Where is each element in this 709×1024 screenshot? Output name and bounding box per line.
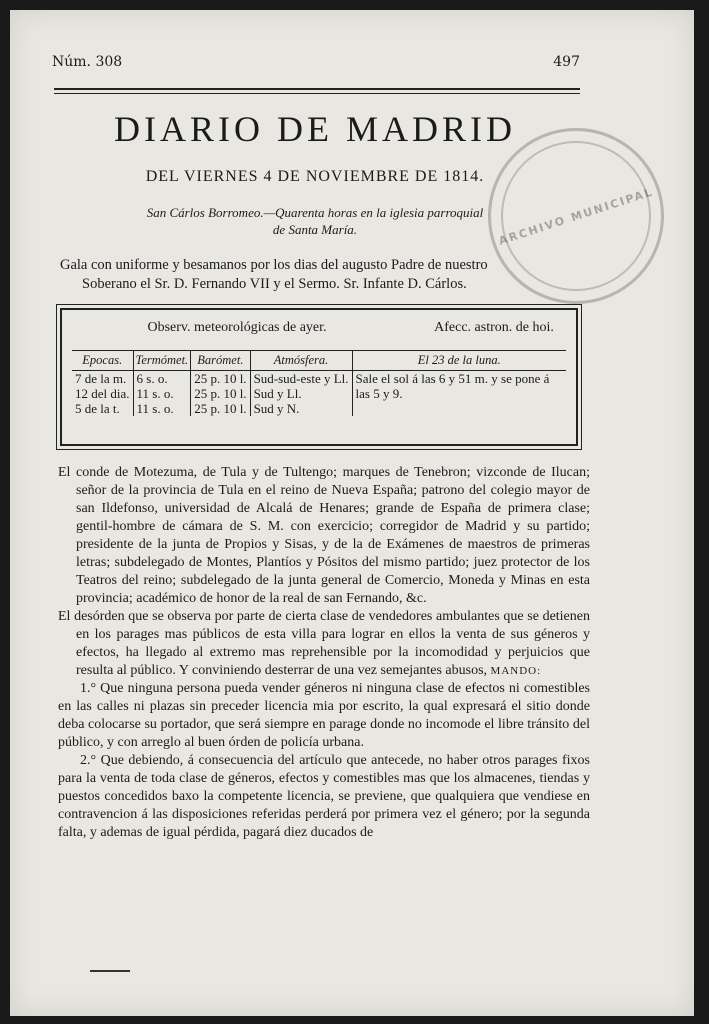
baro-cell: 25 p. 10 l.: [191, 386, 250, 401]
stamp-text: ARCHIVO MUNICIPAL: [497, 184, 655, 248]
atm-cell: Sud y N.: [250, 401, 352, 416]
baro-cell: 25 p. 10 l.: [191, 371, 250, 387]
decree-preamble: [58, 608, 590, 680]
saint-line-1: San Cárlos Borromeo.—Quarenta horas en la iglesia parroquial: [146, 205, 484, 220]
weather-box: [60, 308, 578, 446]
termo-cell: 11 s. o.: [133, 401, 191, 416]
luna-cell: Sale el sol á las 6 y 51 m. y se pone á las 5 y 9.: [352, 371, 566, 417]
weather-titles: [62, 320, 576, 336]
masthead-title: DIARIO DE MADRID: [114, 109, 516, 149]
decree-article-1: 1.° Que ninguna persona pueda vender géneros ni ninguna clase de efectos ni comestibles en las calles ni plazas sin preceder licencia mia por escrito, la qual expresará el sitio donde deba colocarse su portador, que será siempre en parage donde no incomode el libre tránsito del público, y con arreglo al buen órden de policía urbana.: [58, 681, 590, 750]
issue-date: DEL VIERNES 4 DE NOVIEMBRE DE 1814.: [145, 168, 485, 185]
col-epocas: Epocas.: [72, 351, 133, 371]
epoca-cell: 7 de la m.: [75, 371, 127, 386]
termo-cell: 11 s. o.: [133, 386, 191, 401]
header-rule: [54, 88, 580, 90]
col-barometro: Barómet.: [191, 351, 250, 371]
header-rule-thin: [54, 93, 580, 94]
newspaper-page: [10, 10, 694, 1016]
col-termometro: Termómet.: [133, 351, 191, 371]
weather-table: [72, 350, 566, 416]
termo-cell: 6 s. o.: [133, 371, 191, 387]
atm-cell: Sud-sud-este y Ll.: [250, 371, 352, 387]
epoca-cell: 5 de la t.: [75, 401, 120, 416]
gala-notice: [60, 256, 590, 294]
preamble-text: El desórden que se observa por parte de cierta clase de vendedores ambulantes que se detienen en los parages mas públicos de esta villa para lograr en ellos la venta de sus géneros y efectos, ha llegado al extremo mas reprehensible por la incomodidad y perjuicios que resulta al público. Y conviniendo desterrar de una vez semejantes abusos,: [58, 609, 590, 678]
page-number: 497: [553, 54, 580, 70]
observ-title: Observ. meteorológicas de ayer.: [147, 320, 327, 335]
article-body: [58, 464, 590, 842]
afecc-title: Afecc. astron. de hoi.: [434, 320, 554, 335]
saint-line-2: de Santa María.: [272, 222, 358, 237]
saint-notice: [80, 204, 550, 238]
col-luna: El 23 de la luna.: [352, 351, 566, 371]
atm-cell: Sud y Ll.: [250, 386, 352, 401]
epoca-cell: 12 del dia.: [75, 386, 130, 401]
decree-article-2: 2.° Que debiendo, á consecuencia del artículo que antecede, no haber otros parages fixos para la venta de toda clase de géneros, efectos y comestibles mas que los almacenes, tiendas y puestos concedidos baxo la competente licencia, se previene, que qualquiera que vendiese en contravencion á las disposiciones referidas perderá por primera vez el género; por la segunda falta, y ademas de igual pérdida, pagará diez ducados de: [58, 753, 590, 840]
page-header: [52, 54, 580, 70]
mando-word: MANDO:: [490, 665, 542, 677]
gala-line-2: Soberano el Sr. D. Fernando VII y el Sermo. Sr. Infante D. Cárlos.: [82, 276, 467, 292]
baro-cell: 25 p. 10 l.: [191, 401, 250, 416]
gala-line-1: Gala con uniforme y besamanos por los dias del augusto Padre de nuestro: [60, 257, 488, 273]
decree-heading-paragraph: El conde de Motezuma, de Tula y de Tultengo; marques de Tenebron; vizconde de Ilucan; señor de la provincia de Tula en el reino de Nueva España; patrono del colegio mayor de san Ildefonso, universidad de Alcalá de Henares; grande de España de primera clase; gentil-hombre de cámara de S. M. con exercicio; corregidor de Madrid y su partido; presidente de la junta de Propios y Sisas, y de la de Exámenes de maestros de primeras letras; subdelegado de Montes, Plantíos y Pósitos del mismo partido; juez protector de los Teatros del reino; subdelegado de la junta general de Comercio, Moneda y Minas en esta provincia; académico de honor de la real de san Fernando, &c.: [58, 465, 590, 606]
footer-dash: [90, 970, 130, 972]
weather-row: [72, 371, 566, 387]
col-atmosfera: Atmósfera.: [250, 351, 352, 371]
weather-header-row: [72, 351, 566, 371]
issue-number: Núm. 308: [52, 54, 123, 70]
